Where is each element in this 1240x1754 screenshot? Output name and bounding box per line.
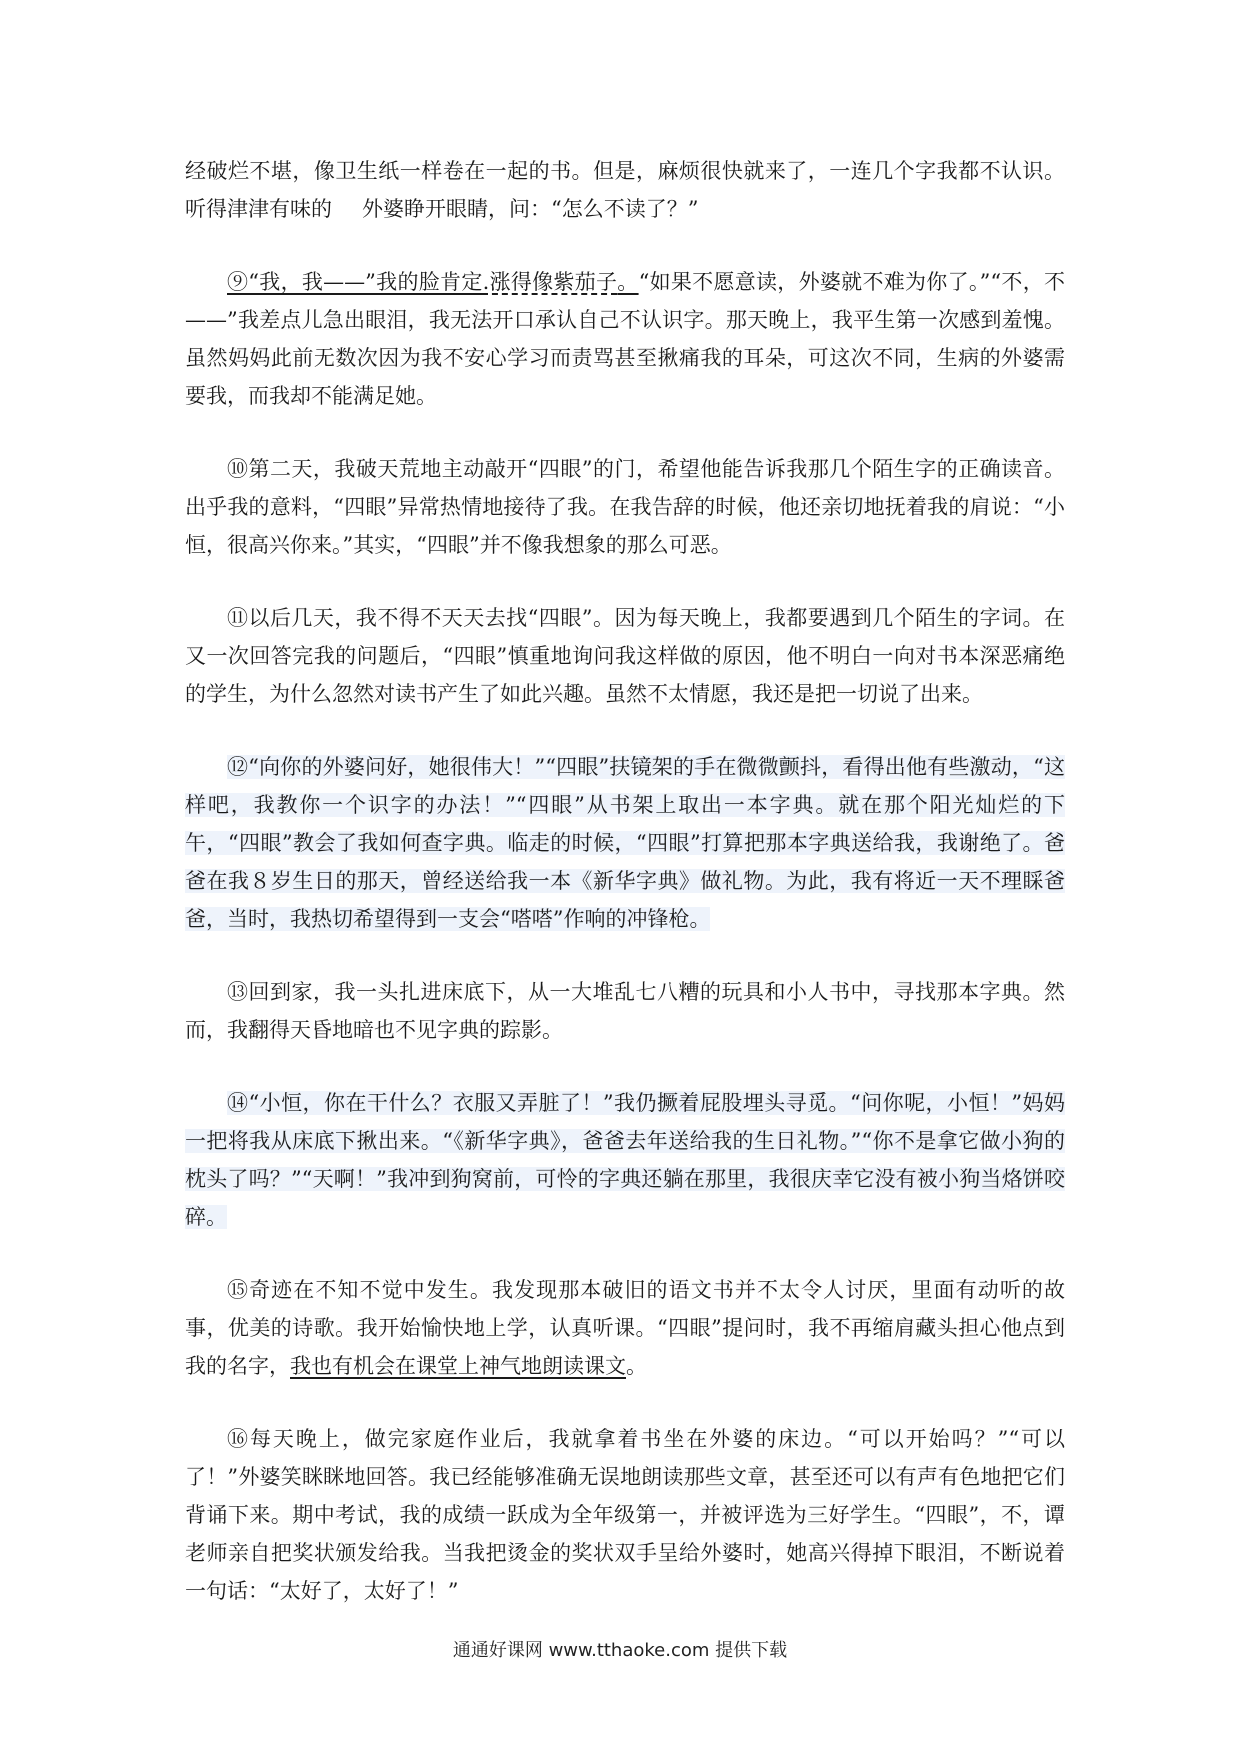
paragraph-8 <box>185 152 1065 228</box>
paragraph-12 <box>185 748 1065 938</box>
paragraph-8-text-b: 外婆睁开眼睛，问：“怎么不读了？” <box>362 197 699 221</box>
paragraph-16: ⑯每天晚上，做完家庭作业后，我就拿着书坐在外婆的床边。“可以开始吗？”“可以了！”外婆笑眯眯地回答。我已经能够准确无误地朗读那些文章，甚至还可以有声有色地把它们背诵下来。期中考试，我的成绩一跃成为全年级第一，并被评选为三好学生。“四眼”，不，谭老师亲自把奖状颁发给我。当我把烫金的奖状双手呈给外婆时，她高兴得掉下眼泪，不断说着一句话：“太好了，太好了！” <box>185 1427 1065 1603</box>
document-body <box>185 152 1065 1645</box>
paragraph-8-text-a: 经破烂不堪，像卫生纸一样卷在一起的书。但是，麻烦很快就来了，一连几个字我都不认识。听得津津有味的 <box>185 159 1065 221</box>
paragraph-9-underlined-b: 。 <box>617 270 639 294</box>
paragraph-14 <box>185 1084 1065 1236</box>
paragraph-9 <box>185 263 1065 415</box>
paragraph-15 <box>185 1271 1065 1385</box>
page-footer: 通通好课网 www.tthaoke.com 提供下载 <box>452 1640 788 1661</box>
paragraph-9-underlined-a: ⑨“我，我——”我的脸肯定 <box>227 270 483 294</box>
paragraph-15-underlined: 我也有机会在课堂上神气地朗读课文 <box>290 1354 626 1378</box>
paragraph-9-dashed-underline: .涨得像紫茄子 <box>482 270 618 294</box>
paragraph-12-text: ⑫“向你的外婆问好，她很伟大！”“四眼”扶镜架的手在微微颤抖，看得出他有些激动，“这样吧，我教你一个识字的办法！”“四眼”从书架上取出一本字典。就在那个阳光灿烂的下午，“四眼”教会了我如何查字典。临走的时候，“四眼”打算把那本字典送给我，我谢绝了。爸爸在我８岁生日的那天，曾经送给我一本《新华字典》做礼物。为此，我有将近一天不理睬爸爸，当时，我热切希望得到一支会“嗒嗒”作响的冲锋枪。 <box>185 755 1065 931</box>
paragraph-15-text: ⑮奇迹在不知不觉中发生。我发现那本破旧的语文书并不太令人讨厌，里面有动听的故事，优美的诗歌。我开始愉快地上学，认真听课。“四眼”提问时，我不再缩肩藏头担心他点到我的名字， <box>185 1278 1065 1378</box>
paragraph-10: ⑩第二天，我破天荒地主动敲开“四眼”的门，希望他能告诉我那几个陌生字的正确读音。出乎我的意料，“四眼”异常热情地接待了我。在我告辞的时候，他还亲切地抚着我的肩说：“小恒，很高兴你来。”其实，“四眼”并不像我想象的那么可恶。 <box>185 457 1065 557</box>
paragraph-13: ⑬回到家，我一头扎进床底下，从一大堆乱七八糟的玩具和小人书中，寻找那本字典。然而，我翻得天昏地暗也不见字典的踪影。 <box>185 980 1065 1042</box>
paragraph-9-rest: “如果不愿意读，外婆就不难为你了。”“不，不——”我差点儿急出眼泪，我无法开口承认自己不认识字。那天晚上，我平生第一次感到羞愧。虽然妈妈此前无数次因为我不安心学习而责骂甚至揪痛我的耳朵，可这次不同，生病的外婆需要我，而我却不能满足她。 <box>185 270 1065 408</box>
paragraph-14-text: ⑭“小恒，你在干什么？衣服又弄脏了！”我仍撅着屁股埋头寻觅。“问你呢，小恒！”妈妈一把将我从床底下揪出来。“《新华字典》，爸爸去年送给我的生日礼物。”“你不是拿它做小狗的枕头了吗？”“天啊！”我冲到狗窝前，可怜的字典还躺在那里，我很庆幸它没有被小狗当烙饼咬碎。 <box>185 1091 1065 1229</box>
paragraph-11: ⑪以后几天，我不得不天天去找“四眼”。因为每天晚上，我都要遇到几个陌生的字词。在又一次回答完我的问题后，“四眼”慎重地询问我这样做的原因，他不明白一向对书本深恶痛绝的学生，为什么忽然对读书产生了如此兴趣。虽然不太情愿，我还是把一切说了出来。 <box>185 606 1065 706</box>
paragraph-15-end: 。 <box>626 1354 647 1378</box>
